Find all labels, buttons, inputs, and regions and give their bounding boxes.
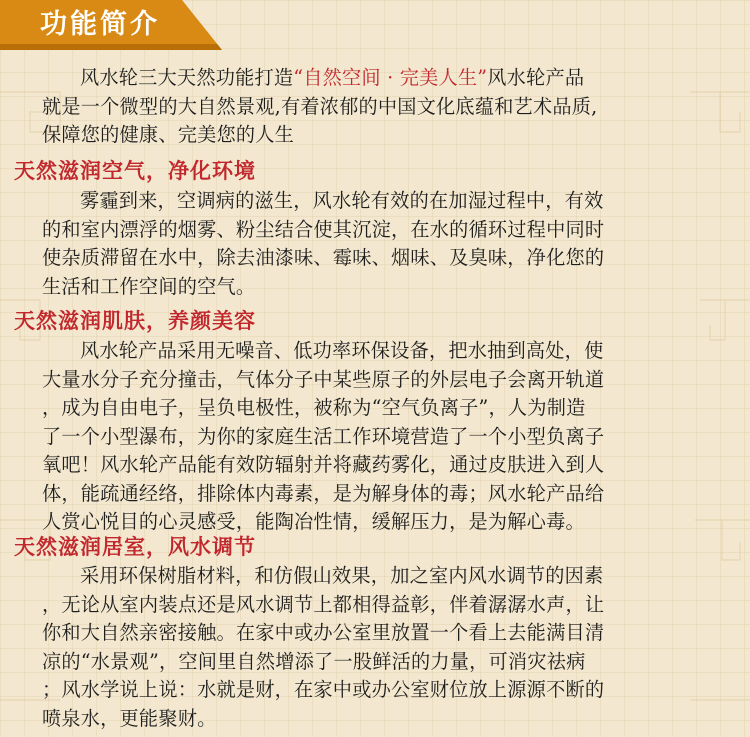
section-heading-home: 天然滋润居室，风水调节 <box>14 534 256 559</box>
section-air-line: 使杂质滞留在水中，除去油漆味、霉味、烟味、及臭味，净化您的 <box>42 246 605 269</box>
intro-line-2: 就是一个微型的大自然景观,有着浓郁的中国文化底蕴和艺术品质, <box>42 94 598 118</box>
section-skin-paragraph <box>42 337 604 537</box>
section-skin-line: ，成为自由电子，呈负电极性，被称为“空气负离子”，人为制造 <box>42 396 586 419</box>
intro-paragraph <box>42 64 597 150</box>
section-home-line: 喷泉水，更能聚财。 <box>42 706 217 730</box>
section-home-line: ；风水学说上说：水就是财，在家中或办公室财位放上源源不断的 <box>42 678 605 701</box>
section-skin-line: 人赏心悦目的心灵感受，能陶冶性情，缓解压力，是为解心毒。 <box>42 510 585 533</box>
section-home-line: 凉的“水景观”，空间里自然增添了一股鲜活的力量，可消灾祛病 <box>42 649 586 673</box>
intro-line-1-text: 风水轮三大天然功能打造 <box>80 66 294 89</box>
section-air-line: 雾霾到来，空调病的滋生，风水轮有效的在加湿过程中，有效 <box>80 189 604 212</box>
section-heading-skin: 天然滋润肌肤，养颜美容 <box>14 308 256 333</box>
section-heading-air: 天然滋润空气，净化环境 <box>14 158 256 183</box>
section-home-line: 你和大自然亲密接触。在家中或办公室里放置一个看上去能满目清 <box>42 621 605 644</box>
section-skin-line: 体，能疏通经络，排除体内毒素，是为解身体的毒；风水轮产品给 <box>42 481 605 505</box>
section-home-paragraph <box>42 562 604 733</box>
section-skin-line: 了一个小型瀑布，为你的家庭生活工作环境营造了一个小型负离子 <box>42 424 605 448</box>
section-air-paragraph <box>42 187 604 301</box>
intro-line-3: 保障您的健康、完美您的人生 <box>42 123 295 146</box>
section-home-line: 采用环保树脂材料，和仿假山效果，加之室内风水调节的因素 <box>80 564 604 587</box>
intro-slogan: “自然空间 · 完美人生” <box>293 66 488 89</box>
section-home-line: ，无论从室内装点还是风水调节上都相得益彰，伴着潺潺水声，让 <box>42 592 605 616</box>
section-air-line: 生活和工作空间的空气。 <box>42 274 256 298</box>
intro-line-1 <box>42 64 597 93</box>
intro-line-1-tail: 风水轮产品 <box>487 66 585 89</box>
section-skin-line: 氧吧！风水轮产品能有效防辐射并将藏药雾化，通过皮肤进入到人 <box>42 453 605 476</box>
section-skin-line: 风水轮产品采用无噪音、低功率环保设备，把水抽到高处，使 <box>80 339 604 362</box>
page-title: 功能简介 <box>40 9 160 40</box>
section-skin-line: 大量水分子充分撞击，气体分子中某些原子的外层电子会离开轨道 <box>42 367 605 391</box>
section-air-line: 的和室内漂浮的烟雾、粉尘结合使其沉淀，在水的循环过程中同时 <box>42 217 605 241</box>
